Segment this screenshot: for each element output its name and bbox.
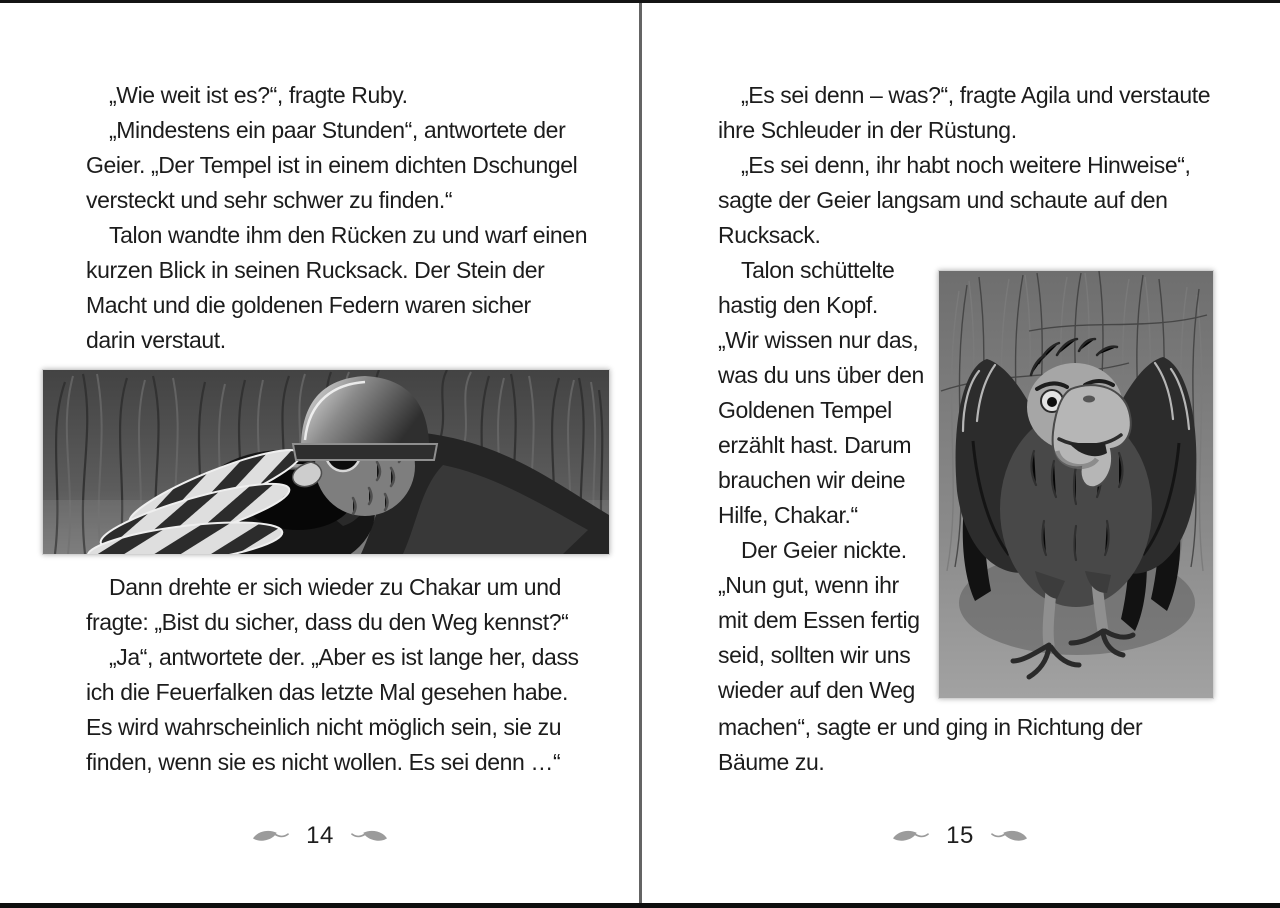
- text-line: Macht und die goldenen Federn waren sicher: [86, 292, 531, 318]
- vulture-illustration: [938, 270, 1214, 699]
- text-line: Talon wandte ihm den Rücken zu und warf einen: [109, 222, 588, 248]
- text-line: „Mindestens ein paar Stunden“, antwortete der: [109, 117, 566, 143]
- page-number: 15: [946, 822, 974, 849]
- text-line: darin verstaut.: [86, 327, 226, 353]
- book-page-right: [640, 0, 1280, 908]
- page-top-border: [0, 0, 1280, 3]
- text-line: fragte: „Bist du sicher, dass du den Weg kennst?“: [86, 609, 569, 635]
- text-line: „Es sei denn, ihr habt noch weitere Hinweise“,: [741, 152, 1191, 178]
- text-line: Dann drehte er sich wieder zu Chakar um und: [109, 574, 561, 600]
- text-line: brauchen wir deine: [718, 467, 906, 493]
- text-line: machen“, sagte er und ging in Richtung der: [718, 714, 1143, 740]
- text-line: kurzen Blick in seinen Rucksack. Der Stein der: [86, 257, 545, 283]
- paragraph-block-top: [86, 78, 596, 358]
- text-line: ich die Feuerfalken das letzte Mal gesehen habe.: [86, 679, 569, 705]
- text-line: „Es sei denn – was?“, fragte Agila und verstaute: [741, 82, 1211, 108]
- text-line: finden, wenn sie es nicht wollen. Es sei denn …“: [86, 749, 561, 775]
- text-line: Rucksack.: [718, 222, 821, 248]
- text-line: Bäume zu.: [718, 749, 825, 775]
- leaf-icon: [991, 828, 1029, 845]
- leaf-icon: [891, 828, 929, 845]
- text-line: ihre Schleuder in der Rüstung.: [718, 117, 1017, 143]
- text-line: erzählt hast. Darum: [718, 432, 912, 458]
- owl-illustration: [42, 369, 610, 555]
- text-line: wieder auf den Weg: [718, 677, 915, 703]
- paragraph-block-bottom: [86, 570, 596, 780]
- paragraph-block-top: [718, 78, 1228, 253]
- page-gutter-divider: [639, 0, 642, 908]
- text-line: „Nun gut, wenn ihr: [718, 572, 899, 598]
- text-line: mit dem Essen fertig: [718, 607, 920, 633]
- text-line: Der Geier nickte.: [741, 537, 907, 563]
- text-line: Hilfe, Chakar.“: [718, 502, 858, 528]
- text-line: sagte der Geier langsam und schaute auf den: [718, 187, 1168, 213]
- page-bottom-border: [0, 903, 1280, 908]
- page-number: 14: [306, 822, 334, 849]
- text-line: versteckt und sehr schwer zu finden.“: [86, 187, 453, 213]
- page-footer: [0, 818, 640, 854]
- leaf-icon: [351, 828, 389, 845]
- text-line: Talon schüttelte: [741, 257, 895, 283]
- text-line: was du uns über den: [718, 362, 924, 388]
- page-footer: [640, 818, 1280, 854]
- text-line: Es wird wahrscheinlich nicht möglich sein, sie zu: [86, 714, 562, 740]
- paragraph-column: [718, 253, 934, 708]
- text-line: Geier. „Der Tempel ist in einem dichten Dschungel: [86, 152, 578, 178]
- text-line: „Wir wissen nur das,: [718, 327, 919, 353]
- text-line: hastig den Kopf.: [718, 292, 878, 318]
- text-line: Goldenen Tempel: [718, 397, 892, 423]
- text-line: „Ja“, antwortete der. „Aber es ist lange her, dass: [109, 644, 579, 670]
- text-line: seid, sollten wir uns: [718, 642, 911, 668]
- text-line: „Wie weit ist es?“, fragte Ruby.: [109, 82, 408, 108]
- paragraph-block-bottom: [718, 710, 1228, 780]
- leaf-icon: [251, 828, 289, 845]
